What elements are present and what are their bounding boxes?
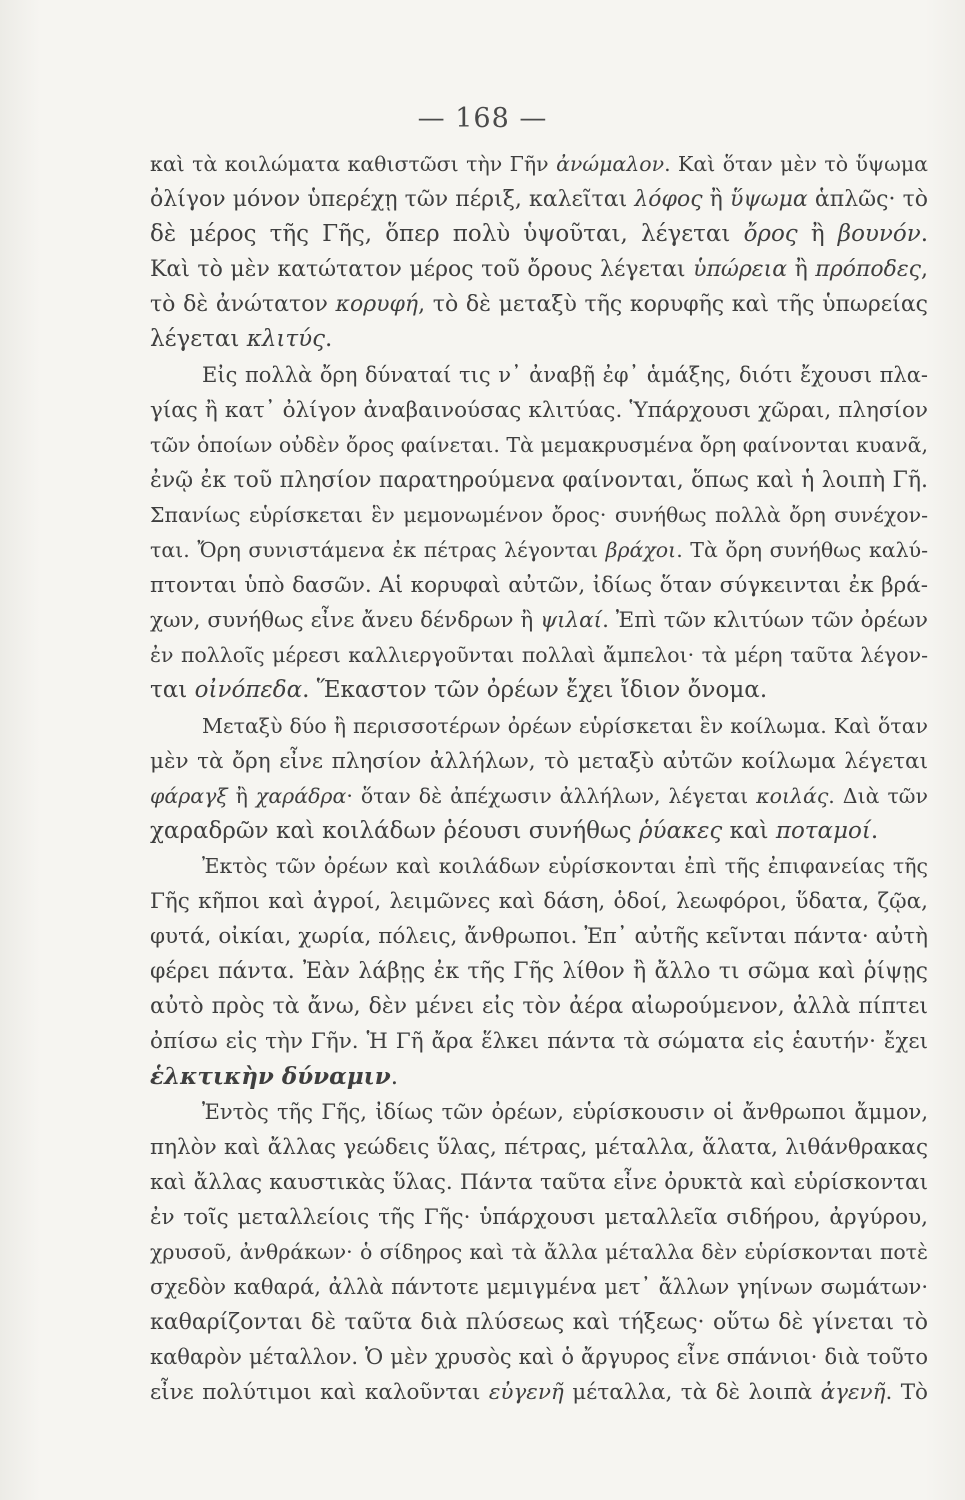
text-segment: . Ἐπὶ τῶν κλιτύων τῶν ὀρέων [602,608,928,634]
text-segment: καὶ τὰ κοιλώματα καθιστῶσι τὴν Γῆν [150,152,557,176]
text-line [150,884,928,919]
text-segment: ἐν πολλοῖς μέρεσι καλλιεργοῦνται πολλαὶ ἄμπελοι· τὰ μέρη ταῦτα λέγον- [150,643,928,668]
text-line [150,638,928,673]
text-line [150,533,928,568]
text-segment: τῶν ὁποίων οὐδὲν ὄρος φαίνεται. Τὰ μεμακρυσμένα ὄρη φαίνονται κυανᾶ, [150,432,928,457]
text-line [150,603,928,638]
text-segment: χαραδρῶν καὶ κοιλάδων ῥέουσι συνήθως [150,817,639,844]
text-segment: ἢ [787,257,816,283]
text-segment: ἁπλῶς· τὸ [807,187,929,213]
text-segment: αὐτὸ πρὸς τὰ ἄνω, δὲν μένει εἰς τὸν ἀέρα αἰωρούμενον, ἀλλὰ πίπτει [150,994,928,1020]
text-line [150,217,928,252]
text-segment: ται. Ὄρη συνιστάμενα ἐκ πέτρας λέγονται [150,538,606,563]
text-segment: . [390,1064,399,1091]
italic-term: κορυφή [335,292,419,318]
text-line [150,358,928,393]
italic-term: ἀγενῆ [820,1380,886,1406]
emphasized-term: ἑλκτικὴν δύναμιν [150,1063,391,1091]
text-line [150,1235,928,1270]
text-segment: ἐνῷ ἐκ τοῦ πλησίον παρατηρούμενα φαίνονται, ὅπως καὶ ἡ λοιπὴ Γῆ. [150,467,928,493]
text-segment: ται [150,677,195,704]
text-segment: πτονται ὑπὸ δασῶν. Αἱ κορυφαὶ αὐτῶν, ἰδίως ὅταν σύγκεινται ἐκ βρά- [150,573,928,599]
text-segment: μέταλλα, τὰ δὲ λοιπὰ [563,1380,821,1406]
text-segment: τὸ δὲ ἀνώτατον [150,292,336,318]
text-segment: καθαρίζονται δὲ ταῦτα διὰ πλύσεως καὶ τήξεως· οὕτω δὲ γίνεται τὸ [150,1310,928,1336]
text-segment: ἐν τοῖς μεταλλείοις τῆς Γῆς· ὑπάρχουσι μεταλλεῖα σιδήρου, ἀργύρου, [150,1204,928,1230]
text-line [150,182,928,217]
text-segment: φέρει πάντα. Ἐὰν λάβῃς ἐκ τῆς Γῆς λίθον ἢ ἄλλο τι σῶμα καὶ ῥίψῃς [150,959,928,985]
text-segment: καὶ ἄλλας καυστικὰς ὕλας. Πάντα ταῦτα εἶνε ὀρυκτὰ καὶ εὑρίσκονται [150,1169,928,1195]
italic-term: εὐγενῆ [488,1380,564,1406]
italic-term: ῥύακες [638,817,723,844]
text-line [150,1305,928,1340]
text-segment: . [920,221,929,248]
text-segment: . Τὸ [885,1380,928,1406]
text-line [150,1024,928,1059]
text-segment: ἢ [797,221,838,248]
text-line [150,463,928,498]
text-line [150,287,928,322]
text-line [150,322,928,357]
text-line [150,1095,928,1130]
text-line [150,568,928,603]
text-segment: ἢ [702,187,731,213]
page-number: — 168 — [417,103,548,134]
italic-term: ἀνώμαλον [556,152,665,176]
text-segment: καὶ [722,817,776,844]
text-segment: . Ἕκαστον τῶν ὀρέων ἔχει ἴδιον ὄνομα. [302,677,768,704]
text-segment: , [921,257,928,283]
text-segment: ὀλίγον μόνον ὑπερέχῃ τῶν πέριξ, καλεῖται [150,187,635,213]
text-line [150,814,928,849]
text-line [150,1340,928,1375]
text-segment: εἶνε πολύτιμοι καὶ καλοῦνται [150,1380,489,1406]
text-line [150,954,928,989]
italic-term: βουνόν [837,221,921,248]
italic-term: πρόποδες [815,257,921,283]
italic-term: οἰνόπεδα [194,677,303,704]
text-segment: Εἰς πολλὰ ὄρη δύναταί τις ν᾽ ἀναβῇ ἐφ᾽ ἁμάξης, διότι ἔχουσι πλα- [202,362,928,387]
text-line [150,989,928,1024]
text-segment: Μεταξὺ δύο ἢ περισσοτέρων ὀρέων εὑρίσκεται ἓν κοίλωμα. Καὶ ὅταν [202,713,928,738]
text-line [150,252,928,287]
text-segment: χων, συνήθως εἶνε ἄνευ δένδρων ἢ [150,608,541,634]
text-line [150,1059,928,1094]
italic-term: ὄρος [743,221,798,248]
text-line [150,673,928,708]
text-line [150,147,928,182]
text-line [150,428,928,463]
text-segment: . Διὰ τῶν [828,783,928,808]
text-segment: σχεδὸν καθαρά, ἀλλὰ πάντοτε μεμιγμένα μετ᾽ ἄλλων γηίνων σωμάτων· [150,1275,928,1299]
text-segment: , τὸ δὲ μεταξὺ τῆς κορυφῆς καὶ τῆς ὑπωρείας [418,292,928,318]
text-line [150,1165,928,1200]
body-text [150,147,928,1410]
text-segment: . Καὶ ὅταν μὲν τὸ ὕψωμα [664,152,928,176]
text-segment: . Τὰ ὄρη συνήθως καλύ- [676,538,928,563]
italic-term: φάραγξ [150,783,228,808]
text-segment: Γῆς κῆποι καὶ ἀγροί, λειμῶνες καὶ δάση, ὁδοί, λεωφόροι, ὕδατα, ζῷα, [150,888,928,914]
italic-term: χαράδρα [255,783,347,808]
text-segment: Ἐντὸς τῆς Γῆς, ἰδίως τῶν ὀρέων, εὑρίσκουσιν οἱ ἄνθρωποι ἄμμον, [202,1099,928,1124]
text-segment: καθαρὸν μέταλλον. Ὁ μὲν χρυσὸς καὶ ὁ ἄργυρος εἶνε σπάνιοι· διὰ τοῦτο [150,1345,928,1370]
text-line [150,919,928,954]
text-segment: φυτά, οἰκίαι, χωρία, πόλεις, ἄνθρωποι. Ἐπ᾽ αὐτῆς κεῖνται πάντα· αὐτὴ [150,924,928,950]
italic-term: ποταμοί [775,817,871,844]
text-segment: ἢ [227,783,256,808]
italic-term: κλιτύς [246,326,326,353]
italic-term: ὕψωμα [730,187,808,213]
text-line [150,1130,928,1165]
text-line [150,1200,928,1235]
text-segment: γίας ἢ κατ᾽ ὀλίγον ἀναβαινούσας κλιτύας. Ὑπάρχουσι χῶραι, πλησίον [150,397,928,423]
text-segment: μὲν τὰ ὄρη εἶνε πλησίον ἀλλήλων, τὸ μεταξὺ αὐτῶν κοίλωμα λέγεται [150,748,928,774]
italic-term: ὑπώρεια [693,257,788,283]
text-line [150,393,928,428]
text-segment: · ὅταν δὲ ἀπέχωσιν ἀλλήλων, λέγεται [346,783,757,808]
italic-term: βράχοι [605,538,677,563]
italic-term: λόφος [634,187,703,213]
italic-term: κοιλάς [756,783,829,808]
text-line [150,779,928,814]
text-segment: Ἐκτὸς τῶν ὀρέων καὶ κοιλάδων εὑρίσκονται ἐπὶ τῆς ἐπιφανείας τῆς [202,853,928,878]
text-line [150,849,928,884]
text-segment: . [870,817,879,844]
text-segment: πηλὸν καὶ ἄλλας γεώδεις ὕλας, πέτρας, μέταλλα, ἅλατα, λιθάνθρακας [150,1134,928,1160]
text-segment: λέγεται [150,326,247,353]
text-line [150,709,928,744]
text-segment: ὀπίσω εἰς τὴν Γῆν. Ἡ Γῆ ἄρα ἕλκει πάντα τὰ σώματα εἰς ἑαυτήν· ἔχει [150,1029,928,1055]
text-segment: χρυσοῦ, ἀνθράκων· ὁ σίδηρος καὶ τὰ ἄλλα μέταλλα δὲν εὑρίσκονται ποτὲ [150,1239,928,1264]
text-line [150,498,928,533]
italic-term: ψιλαί [540,608,603,634]
text-line [150,1270,928,1305]
text-segment: . [325,326,333,353]
text-segment: Σπανίως εὑρίσκεται ἓν μεμονωμένον ὄρος· συνήθως πολλὰ ὄρη συνέχον- [150,502,928,527]
text-line [150,744,928,779]
text-line [150,1375,928,1410]
text-segment: Καὶ τὸ μὲν κατώτατον μέρος τοῦ ὄρους λέγεται [150,257,694,283]
text-segment: δὲ μέρος τῆς Γῆς, ὅπερ πολὺ ὑψοῦται, λέγεται [150,221,744,248]
